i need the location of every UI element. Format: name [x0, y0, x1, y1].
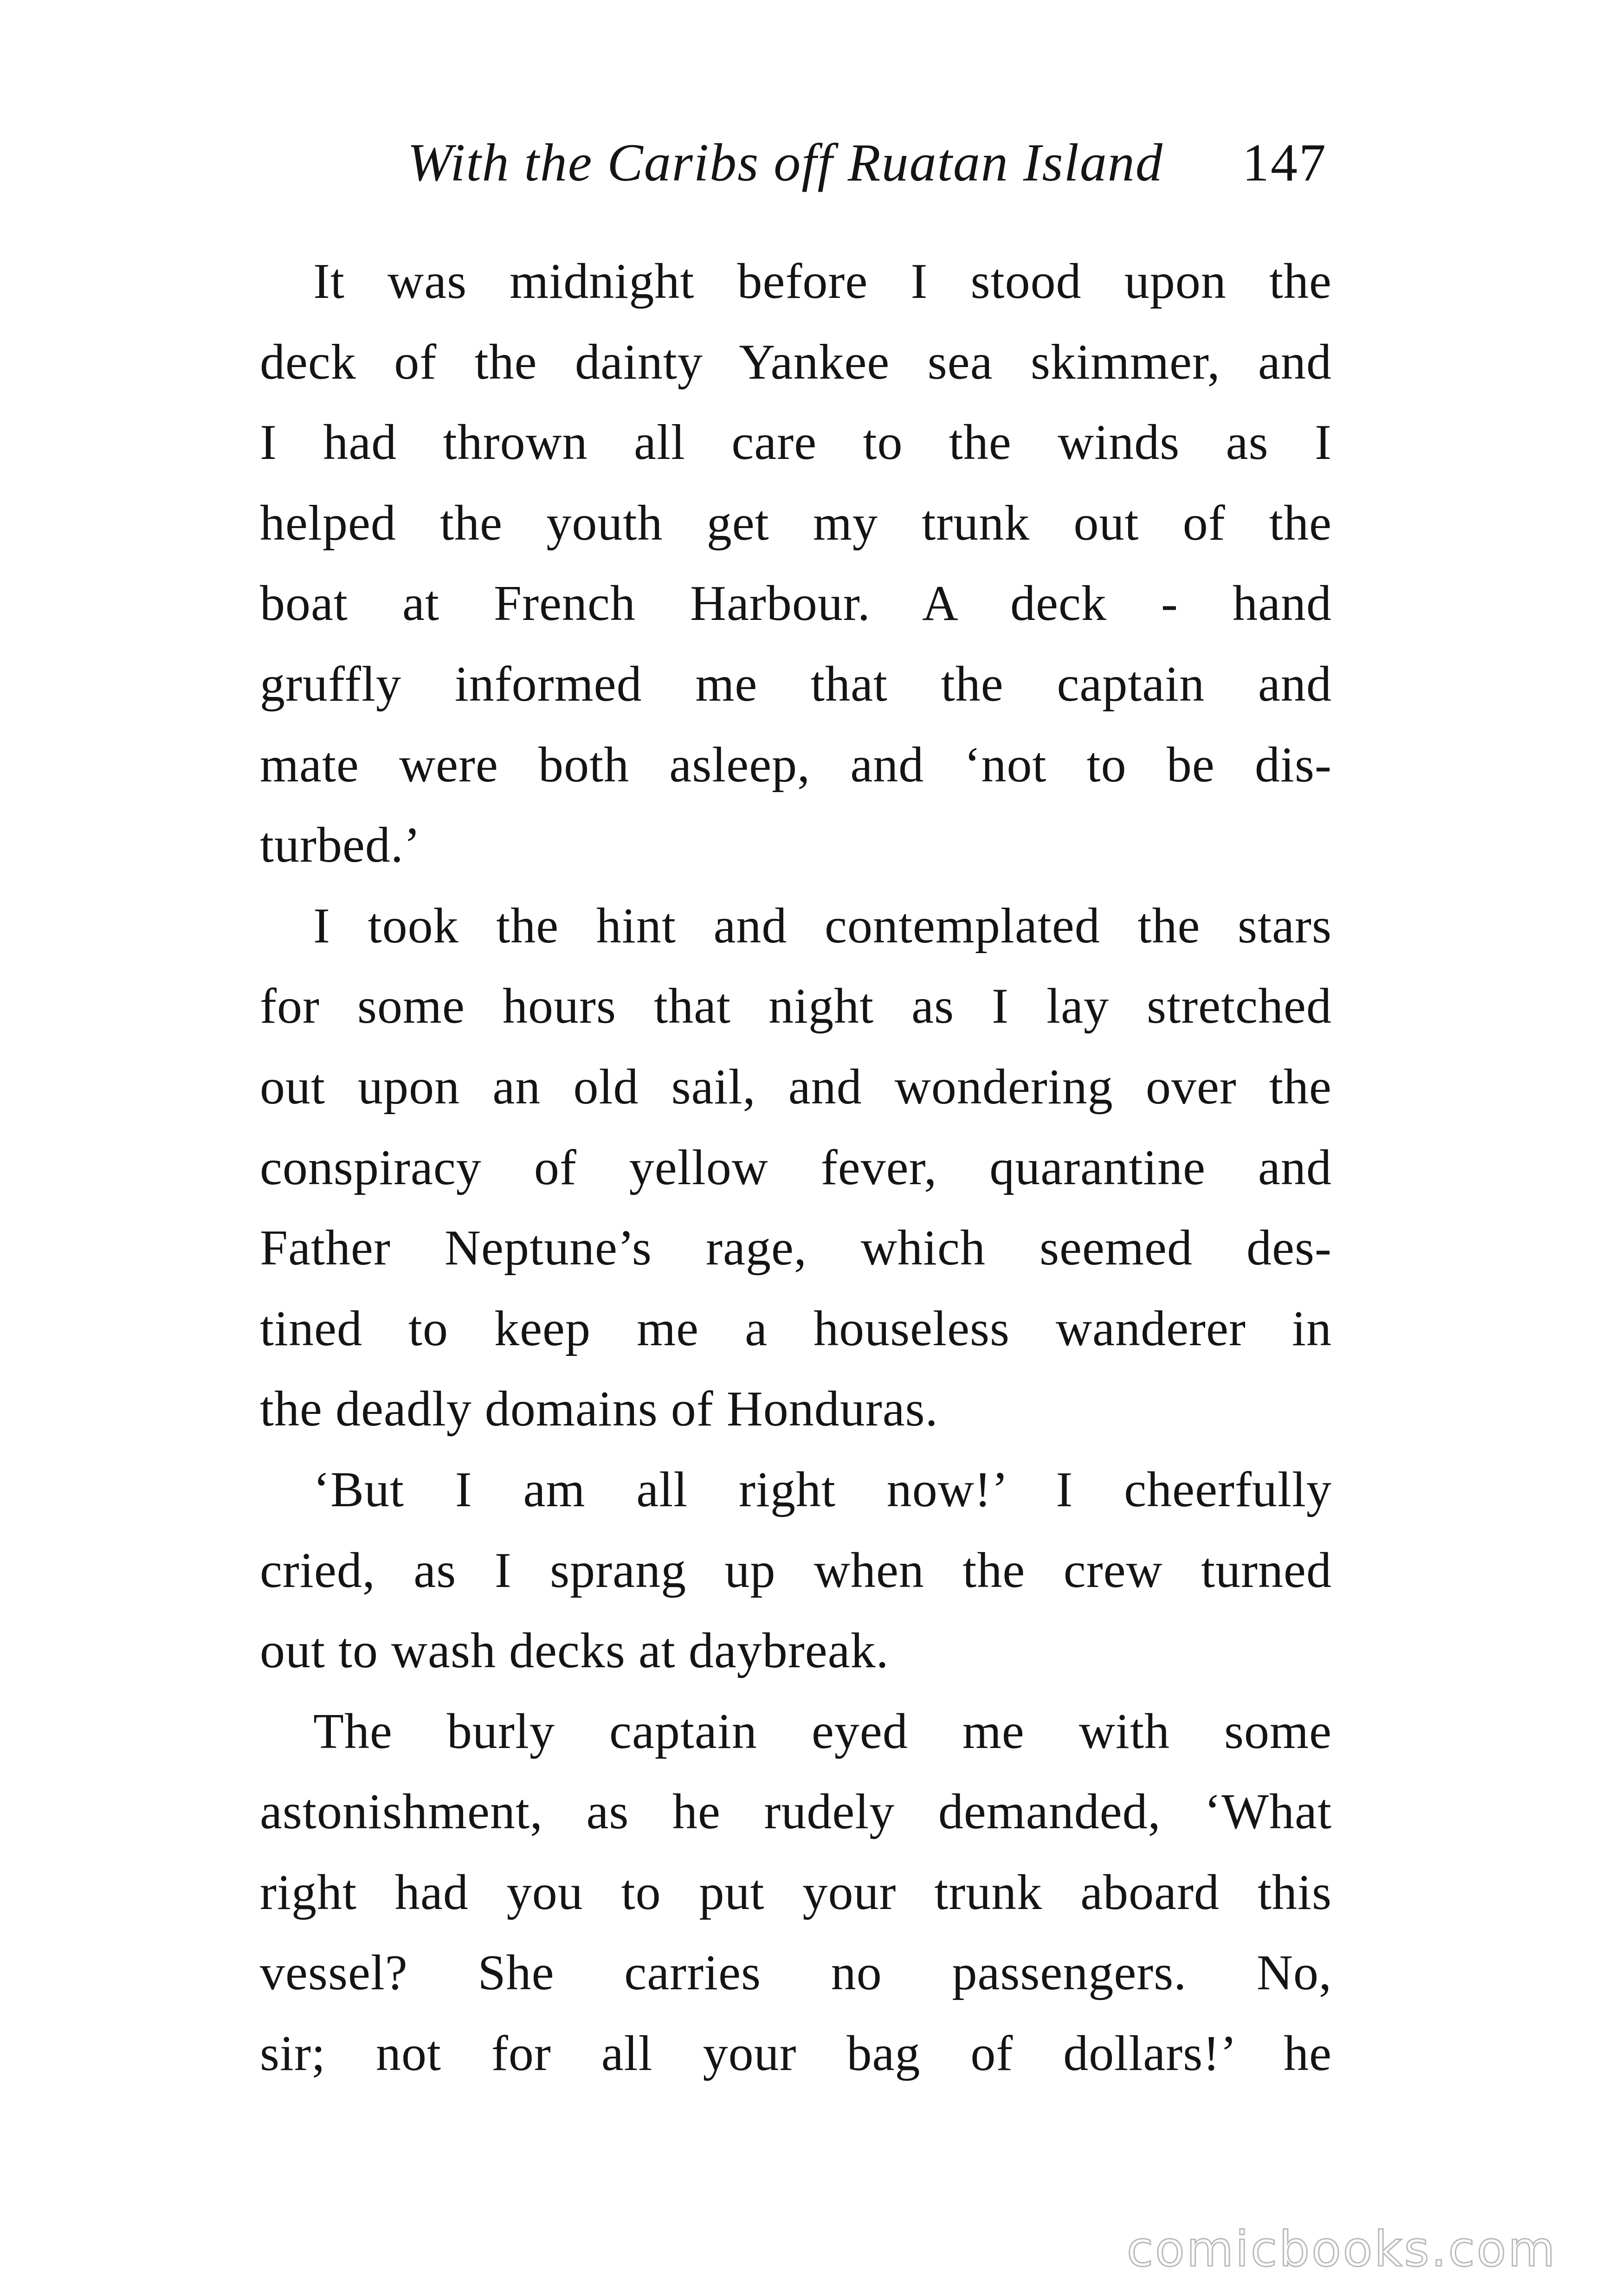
text-line: sir; not for all your bag of dollars!’ he [260, 2026, 1332, 2082]
text-line: I had thrown all care to the winds as I [260, 415, 1332, 471]
text-line: the deadly domains of Honduras. [260, 1381, 938, 1437]
text-line: tined to keep me a houseless wanderer in [260, 1301, 1332, 1356]
text-line: turbed.’ [260, 818, 421, 873]
text-line: for some hours that night as I lay stretched [260, 979, 1332, 1034]
text-line: right had you to put your trunk aboard this [260, 1864, 1332, 1920]
text-line: conspiracy of yellow fever, quarantine and [260, 1140, 1332, 1195]
text-line: It was midnight before I stood upon the [313, 254, 1332, 309]
text-line: boat at French Harbour. A deck - hand [260, 576, 1332, 632]
text-line: vessel? She carries no passengers. No, [260, 1945, 1332, 2001]
text-line: deck of the dainty Yankee sea skimmer, and [260, 334, 1332, 390]
watermark: comicbooks.com [1126, 2221, 1557, 2277]
text-line: Father Neptune’s rage, which seemed des- [260, 1220, 1332, 1276]
text-line: ‘But I am all right now!’ I cheerfully [313, 1462, 1332, 1517]
text-line: mate were both asleep, and ‘not to be dis- [260, 737, 1332, 793]
running-title: With the Caribs off Ruatan Island [407, 133, 1163, 193]
text-line: gruffly informed me that the captain and [260, 656, 1332, 712]
text-line: The burly captain eyed me with some [313, 1703, 1332, 1759]
text-line: astonishment, as he rudely demanded, ‘What [260, 1784, 1332, 1840]
text-line: out upon an old sail, and wondering over the [260, 1059, 1332, 1115]
running-head [260, 132, 1327, 206]
text-line: cried, as I sprang up when the crew turned [260, 1542, 1332, 1598]
body-text [260, 241, 1332, 2097]
page-number: 147 [1242, 133, 1327, 193]
text-line: I took the hint and contemplated the stars [313, 898, 1332, 954]
text-line: helped the youth get my trunk out of the [260, 495, 1332, 551]
text-line: out to wash decks at daybreak. [260, 1623, 889, 1679]
